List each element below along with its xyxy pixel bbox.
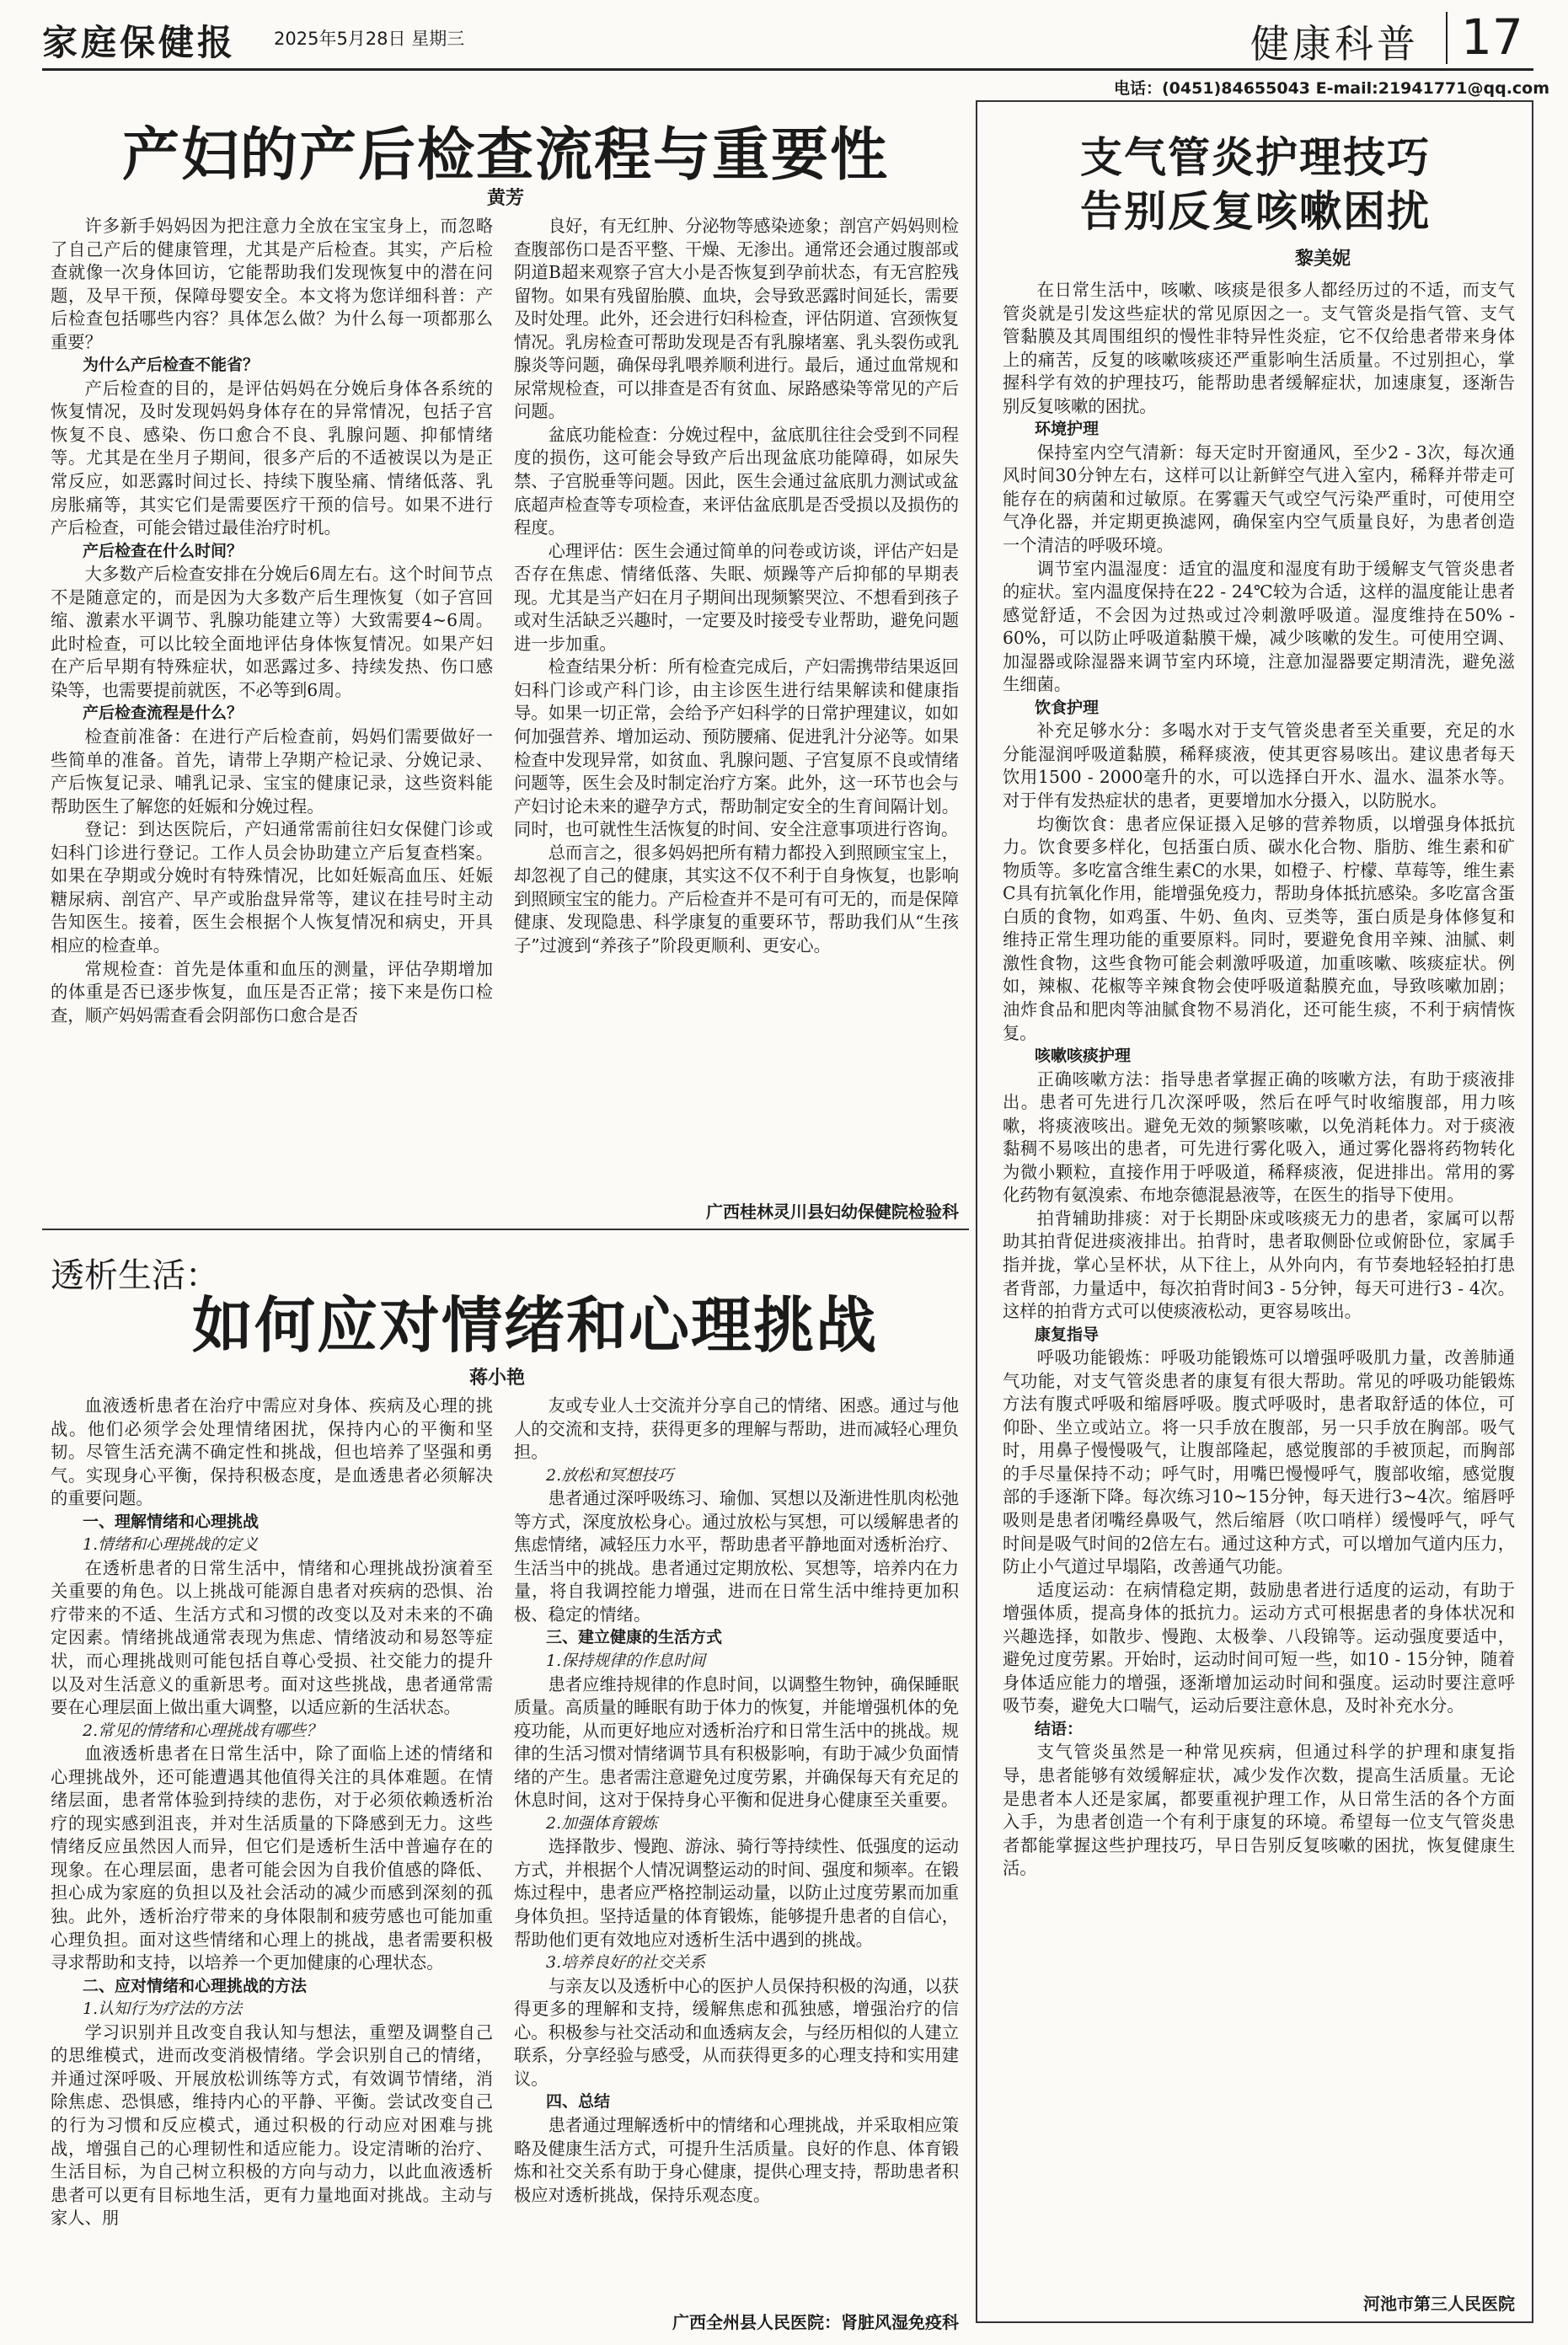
subheading: 咳嗽咳痰护理 — [1035, 1047, 1132, 1066]
subheading: 一、理解情绪和心理挑战 — [83, 1512, 260, 1531]
masthead-rule — [42, 68, 1533, 71]
article-2-author: 蒋小艳 — [468, 1368, 525, 1389]
article-1-author: 黄芳 — [486, 188, 524, 209]
newspaper-name: 家庭保健报 — [42, 22, 237, 63]
subheading: 1.保持规律的作息时间 — [546, 1652, 706, 1671]
article-1-title: 产妇的产后检查流程与重要性 — [121, 121, 889, 189]
page-number: 17 — [1461, 8, 1523, 66]
subheading: 产后检查流程是什么？ — [83, 704, 243, 723]
paragraph: 友或专业人士交流并分享自己的情绪、困惑。通过与他人的交流和支持，获得更多的理解与帮助，进而减轻心理负担。 — [514, 1395, 959, 1463]
article-3-title — [986, 131, 1525, 238]
article-2-title: 如何应对情绪和心理挑战 — [191, 1289, 878, 1361]
paragraph: 良好，有无红肿、分泌物等感染迹象；剖宫产妈妈则检查腹部伤口是否平整、干燥、无渗出。通常还会通过腹部或阴道B超来观察子宫大小是否恢复到孕前状态，有无宫腔残留物。如果有残留胎膜、血块，会导致恶露时间延长，需要及时处理。此外，还会进行妇科检查，评估阴道、宫颈恢复情况。乳房检查可帮助发现是否有乳腺堵塞、乳头裂伤或乳腺炎等问题，确保母乳喂养顺利进行。最后，通过血常规和尿常规检查，可以排查是否有贫血、尿路感染等常见的产后问题。 — [514, 216, 959, 422]
paragraph: 血液透析患者在治疗中需应对身体、疾病及心理的挑战。他们必须学会处理情绪困扰，保持内心的平衡和坚韧。尽管生活充满不确定性和挑战，但也培养了坚强和勇气。实现身心平衡，保持积极态度，是血透患者必须解决的重要问题。 — [51, 1395, 493, 1509]
article-1-column-1 — [51, 215, 493, 1027]
paragraph: 呼吸功能锻炼：呼吸功能锻炼可以增强呼吸肌力量，改善肺通气功能，对支气管炎患者的康复有很大帮助。常见的呼吸功能锻炼方法有腹式呼吸和缩唇呼吸。腹式呼吸时，患者取舒适的体位，可仰卧、坐立或站立。将一只手放在腹部，另一只手放在胸部。吸气时，用鼻子慢慢吸气，让腹部隆起，感觉腹部的手被顶起，而胸部的手尽量保持不动；呼气时，用嘴巴慢慢呼气，腹部收缩，感觉腹部的手逐渐下降。每次练习10~15分钟，每天进行3~4次。缩唇呼吸则是患者闭嘴经鼻吸气，然后缩唇（吹口哨样）缓慢呼气，呼气时间是吸气时间的2倍左右。通过这种方式，可以增加气道内压力，防止小气道过早塌陷，改善通气功能。 — [1003, 1347, 1515, 1577]
paragraph: 在透析患者的日常生活中，情绪和心理挑战扮演着至关重要的角色。以上挑战可能源自患者对疾病的恐惧、治疗带来的不适、生活方式和习惯的改变以及对未来的不确定因素。情绪挑战通常表现为焦虑、情绪波动和易怒等症状，而心理挑战则可能包括自尊心受损、社交能力的提升以及对生活意义的重新思考。面对这些挑战，患者通常需要在心理层面上做出重大调整，以适应新的生活状态。 — [51, 1557, 493, 1718]
paragraph: 总而言之，很多妈妈把所有精力都投入到照顾宝宝上，却忽视了自己的健康，其实这不仅不利于自身恢复，也影响到照顾宝宝的能力。产后检查并不是可有可无的，而是保障健康、发现隐患、科学康复的重要环节，帮助我们从“生孩子”过渡到“养孩子”阶段更顺利、更安心。 — [514, 842, 959, 956]
article-3-title-line-1: 支气管炎护理技巧 — [1080, 132, 1431, 182]
article-separator — [42, 1229, 969, 1230]
subheading: 结语： — [1035, 1719, 1084, 1738]
article-2-column-1 — [51, 1395, 493, 2230]
article-2-kicker: 透析生活： — [51, 1256, 219, 1295]
subheading: 三、建立健康的生活方式 — [546, 1628, 723, 1647]
paragraph: 患者应维持规律的作息时间，以调整生物钟，确保睡眠质量。高质量的睡眠有助于体力的恢复，并能增强机体的免疫功能，从而更好地应对透析治疗和日常生活中的挑战。规律的生活习惯对情绪调节具有积极影响，有助于减少负面情绪的产生。患者需注意避免过度劳累，并确保每天有充足的休息时间，这对于保持身心平衡和促进身心健康至关重要。 — [514, 1673, 959, 1811]
paragraph: 常规检查：首先是体重和血压的测量，评估孕期增加的体重是否已逐步恢复，血压是否正常；接下来是伤口检查，顺产妈妈需查看会阴部伤口愈合是否 — [51, 958, 493, 1025]
paragraph: 支气管炎虽然是一种常见疾病，但通过科学的护理和康复指导，患者能够有效缓解症状，减少发作次数，提高生活质量。无论是患者本人还是家属，都要重视护理工作，从日常生活的各个方面入手，为患者创造一个有利于康复的环境。希望每一位支气管炎患者都能掌握这些护理技巧，早日告别反复咳嗽的困扰，恢复健康生活。 — [1003, 1742, 1515, 1879]
subheading: 环境护理 — [1035, 420, 1100, 439]
paragraph: 患者通过深呼吸练习、瑜伽、冥想以及渐进性肌肉松弛等方式，深度放松身心。通过放松与冥想，可以缓解患者的焦虑情绪，减轻压力水平，帮助患者平静地面对透析治疗、生活当中的挑战。患者通过定期放松、冥想等，培养内在力量，将自我调控能力增强，进而在日常生活中维持更加积极、稳定的情绪。 — [514, 1488, 959, 1625]
paragraph: 许多新手妈妈因为把注意力全放在宝宝身上，而忽略了自己产后的健康管理，尤其是产后检查。其实，产后检查就像一次身体回访，它能帮助我们发现恢复中的潜在问题，及早干预，保障母婴安全。本文将为您详细科普：产后检查包括哪些内容？具体怎么做？为什么每一项都那么重要？ — [51, 216, 493, 352]
paragraph: 血液透析患者在日常生活中，除了面临上述的情绪和心理挑战外，还可能遭遇其他值得关注的具体难题。在情绪层面，患者常体验到持续的悲伤，对于必须依赖透析治疗的现实感到沮丧，并对生活质量的下降感到无力。这些情绪反应虽然因人而异，但它们是透析生活中普遍存在的现象。在心理层面，患者可能会因为自我价值感的降低、担心成为家庭的负担以及社会活动的减少而感到深刻的孤独。此外，透析治疗带来的身体限制和疲劳感也可能加重心理负担。面对这些情绪和心理上的挑战，患者需要积极寻求帮助和支持，以培养一个更加健康的心理状态。 — [51, 1743, 493, 1973]
masthead — [0, 0, 1568, 98]
paragraph: 检查结果分析：所有检查完成后，产妇需携带结果返回妇科门诊或产科门诊，由主诊医生进行结果解读和健康指导。如果一切正常，会给予产妇科学的日常护理建议，如如何加强营养、增加运动、预防腰痛、促进乳汁分泌等。如果检查中发现异常，如贫血、乳腺问题、子宫复原不良或情绪问题等，医生会及时制定治疗方案。此外，这一环节也会与产妇讨论未来的避孕方式，帮助制定安全的生育间隔计划。同时，也可就性生活恢复的时间、安全注意事项进行咨询。 — [514, 656, 959, 840]
paragraph: 与亲友以及透析中心的医护人员保持积极的沟通，以获得更多的理解和支持，缓解焦虑和孤独感，增强治疗的信心。积极参与社交活动和血透病友会，与经历相似的人建立联系，分享经验与感受，从而获得更多的心理支持和实用建议。 — [514, 1975, 959, 2089]
paragraph: 保持室内空气清新：每天定时开窗通风，至少2 - 3次，每次通风时间30分钟左右，这样可以让新鲜空气进入室内，稀释并带走可能存在的病菌和过敏原。在雾霾天气或空气污染严重时，可使用空气净化器，并定期更换滤网，确保室内空气质量良好，为患者创造一个清洁的呼吸环境。 — [1003, 442, 1515, 556]
paragraph: 盆底功能检查：分娩过程中，盆底肌往往会受到不同程度的损伤，这可能会导致产后出现盆底功能障碍，如尿失禁、子宫脱垂等问题。因此，医生会通过盆底肌力测试或盆底超声检查等专项检查，来评估盆底肌是否受损以及损伤的程度。 — [514, 424, 959, 538]
issue-date: 2025年5月28日 星期三 — [274, 29, 465, 49]
paragraph: 在日常生活中，咳嗽、咳痰是很多人都经历过的不适，而支气管炎就是引发这些症状的常见原因之一。支气管炎是指气管、支气管黏膜及其周围组织的慢性非特异性炎症，它不仅给患者带来身体上的痛苦，反复的咳嗽咳痰还严重影响生活质量。不过别担心，掌握科学有效的护理技巧，能帮助患者缓解症状，加速康复，逐渐告别反复咳嗽的困扰。 — [1003, 280, 1515, 416]
subheading: 饮食护理 — [1035, 698, 1100, 717]
paragraph: 心理评估：医生会通过简单的问卷或访谈，评估产妇是否存在焦虑、情绪低落、失眠、烦躁等产后抑郁的早期表现。尤其是当产妇在月子期间出现频繁哭泣、不想看到孩子或对生活缺乏兴趣时，一定要及时接受专业帮助，避免问题进一步加重。 — [514, 540, 959, 654]
subheading: 产后检查在什么时间？ — [83, 541, 243, 560]
subheading: 二、应对情绪和心理挑战的方法 — [83, 1976, 308, 1995]
subheading: 2.放松和冥想技巧 — [546, 1465, 674, 1485]
paragraph: 均衡饮食：患者应保证摄入足够的营养物质，以增强身体抵抗力。饮食要多样化，包括蛋白质、碳水化合物、脂肪、维生素和矿物质等。多吃富含维生素C的水果，如橙子、柠檬、草莓等，维生素C具有抗氧化作用，能增强免疫力，帮助身体抵抗感染。多吃富含蛋白质的食物，如鸡蛋、牛奶、鱼肉、豆类等，蛋白质是身体修复和维持正常生理功能的重要原料。同时，要避免食用辛辣、油腻、刺激性食物，这些食物可能会刺激呼吸道，加重咳嗽、咳痰症状。例如，辣椒、花椒等辛辣食物会使呼吸道黏膜充血，导致咳嗽加剧；油炸食品和肥肉等油腻食物不易消化，还可能生痰，不利于病情恢复。 — [1003, 813, 1515, 1043]
article-2-column-2 — [514, 1395, 959, 2207]
contact-info: 电话：(0451)84655043 E-mail:21941771@qq.com — [1114, 79, 1550, 98]
subheading: 3.培养良好的社交关系 — [546, 1953, 706, 1973]
section-name: 健康科普 — [1250, 21, 1419, 67]
paragraph: 患者通过理解透析中的情绪和心理挑战，并采取相应策略及健康生活方式，可提升生活质量。良好的作息、体育锻炼和社交关系有助于身心健康，提供心理支持，帮助患者积极应对透析挑战，保持乐观态度。 — [514, 2114, 959, 2205]
subheading: 1.认知行为疗法的方法 — [83, 2000, 243, 2019]
article-3-title-line-2: 告别反复咳嗽困扰 — [1080, 186, 1431, 236]
article-3-column — [1003, 279, 1515, 1881]
paragraph: 学习识别并且改变自我认知与想法，重塑及调整自己的思维模式，进而改变消极情绪。学会识别自己的情绪，并通过深呼吸、开展放松训练等方式，有效调节情绪，消除焦虑、恐惧感，维持内心的平静、平衡。尝试改变自己的行为习惯和反应模式，通过积极的行动应对困难与挑战，增强自己的心理韧性和适应能力。设定清晰的治疗、生活目标，为自己树立积极的方向与动力，以此血液透析患者可以更有目标地生活，更有力量地面对挑战。主动与家人、朋 — [51, 2021, 493, 2229]
paragraph: 登记：到达医院后，产妇通常需前往妇女保健门诊或妇科门诊进行登记。工作人员会协助建立产后复查档案。如果在孕期或分娩时有特殊情况，比如妊娠高血压、妊娠糖尿病、剖宫产、早产或胎盘异常等，建议在挂号时主动告知医生。接着，医生会根据个人恢复情况和病史，开具相应的检查单。 — [51, 819, 493, 956]
masthead-divider — [1446, 12, 1448, 64]
paragraph: 适度运动：在病情稳定期，鼓励患者进行适度的运动，有助于增强体质，提高身体的抵抗力。运动方式可根据患者的身体状况和兴趣选择，如散步、慢跑、太极拳、八段锦等。运动强度要适中，避免过度劳累。开始时，运动时间可短一些，如10 - 15分钟，随着身体适应能力的增强，逐渐增加运动时间和强度。运动时要注意呼吸节奏，避免大口喘气，运动后要注意休息，及时补充水分。 — [1003, 1579, 1515, 1716]
subheading: 1.情绪和心理挑战的定义 — [83, 1535, 259, 1555]
subheading: 为什么产后检查不能省？ — [83, 356, 260, 375]
paragraph: 大多数产后检查安排在分娩后6周左右。这个时间节点不是随意定的，而是因为大多数产后生理恢复（如子宫回缩、激素水平调节、乳腺功能建立等）大致需要4~6周。此时检查，可以比较全面地评估身体恢复情况。如果产妇在产后早期有特殊症状，如恶露过多、持续发热、伤口感染等，也需要提前就医，不必等到6周。 — [51, 564, 493, 700]
subheading: 康复指导 — [1035, 1325, 1100, 1344]
paragraph: 检查前准备：在进行产后检查前，妈妈们需要做好一些简单的准备。首先，请带上孕期产检记录、分娩记录、产后恢复记录、哺乳记录、宝宝的健康记录，这些资料能帮助医生了解您的妊娠和分娩过程。 — [51, 726, 493, 816]
paragraph: 补充足够水分：多喝水对于支气管炎患者至关重要，充足的水分能湿润呼吸道黏膜，稀释痰液，使其更容易咳出。建议患者每天饮用1500 - 2000毫升的水，可以选择白开水、温水、温茶水等。对于伴有发热症状的患者，更要增加水分摄入，以防脱水。 — [1003, 720, 1515, 811]
article-1-affiliation: 广西桂林灵川县妇幼保健院检验科 — [706, 1202, 959, 1222]
article-1-column-2 — [514, 215, 959, 958]
paragraph: 正确咳嗽方法：指导患者掌握正确的咳嗽方法，有助于痰液排出。患者可先进行几次深呼吸，然后在呼气时收缩腹部，用力咳嗽，将痰液咳出。避免无效的频繁咳嗽，以免消耗体力。对于痰液黏稠不易咳出的患者，可先进行雾化吸入，通过雾化器将药物转化为微小颗粒，直接作用于呼吸道，稀释痰液，促进排出。常用的雾化药物有氨溴索、布地奈德混悬液等，在医生的指导下使用。 — [1003, 1068, 1515, 1206]
subheading: 四、总结 — [546, 2092, 611, 2112]
article-3-affiliation: 河池市第三人民医院 — [1363, 2294, 1515, 2314]
paragraph: 选择散步、慢跑、游泳、骑行等持续性、低强度的运动方式，并根据个人情况调整运动的时间、强度和频率。在锻炼过程中，患者应严格控制运动量，以防止过度劳累而加重身体负担。坚持适量的体育锻炼，能够提升患者的自信心，帮助他们更有效地应对透析生活中遇到的挑战。 — [514, 1836, 959, 1950]
subheading: 2.常见的情绪和心理挑战有哪些？ — [83, 1721, 323, 1740]
paragraph: 调节室内温湿度：适宜的温度和湿度有助于缓解支气管炎患者的症状。室内温度保持在22 - 24℃较为合适，这样的温度能让患者感觉舒适，不会因为过热或过冷刺激呼吸道。湿度维持在50% - 60%，可以防止呼吸道黏膜干燥，减少咳嗽的发生。可使用空调、加湿器或除湿器来调节室内环境，注意加湿器要定期清洗，避免滋生细菌。 — [1003, 558, 1515, 695]
paragraph: 产后检查的目的，是评估妈妈在分娩后身体各系统的恢复情况，及时发现妈妈身体存在的异常情况，包括子宫恢复不良、感染、伤口愈合不良、乳腺问题、抑郁情绪等。尤其是在坐月子期间，很多产后的不适被误以为是正常反应，如恶露时间过长、持续下腹坠痛、情绪低落、乳房胀痛等，其实它们是需要医疗干预的信号。如果不进行产后检查，可能会错过最佳治疗时机。 — [51, 377, 493, 538]
article-3-author: 黎美妮 — [1294, 249, 1351, 270]
paragraph: 拍背辅助排痰：对于长期卧床或咳痰无力的患者，家属可以帮助其拍背促进痰液排出。拍背时，患者取侧卧位或俯卧位，家属手指并拢，掌心呈杯状，从下往上，从外向内，有节奏地轻轻拍打患者背部，力量适中，每次拍背时间3 - 5分钟，每天可进行3 - 4次。这样的拍背方式可以使痰液松动，更容易咳出。 — [1003, 1207, 1515, 1322]
subheading: 2.加强体育锻炼 — [546, 1813, 658, 1833]
article-2-affiliation: 广西全州县人民医院：肾脏风湿免疫科 — [672, 2312, 959, 2332]
